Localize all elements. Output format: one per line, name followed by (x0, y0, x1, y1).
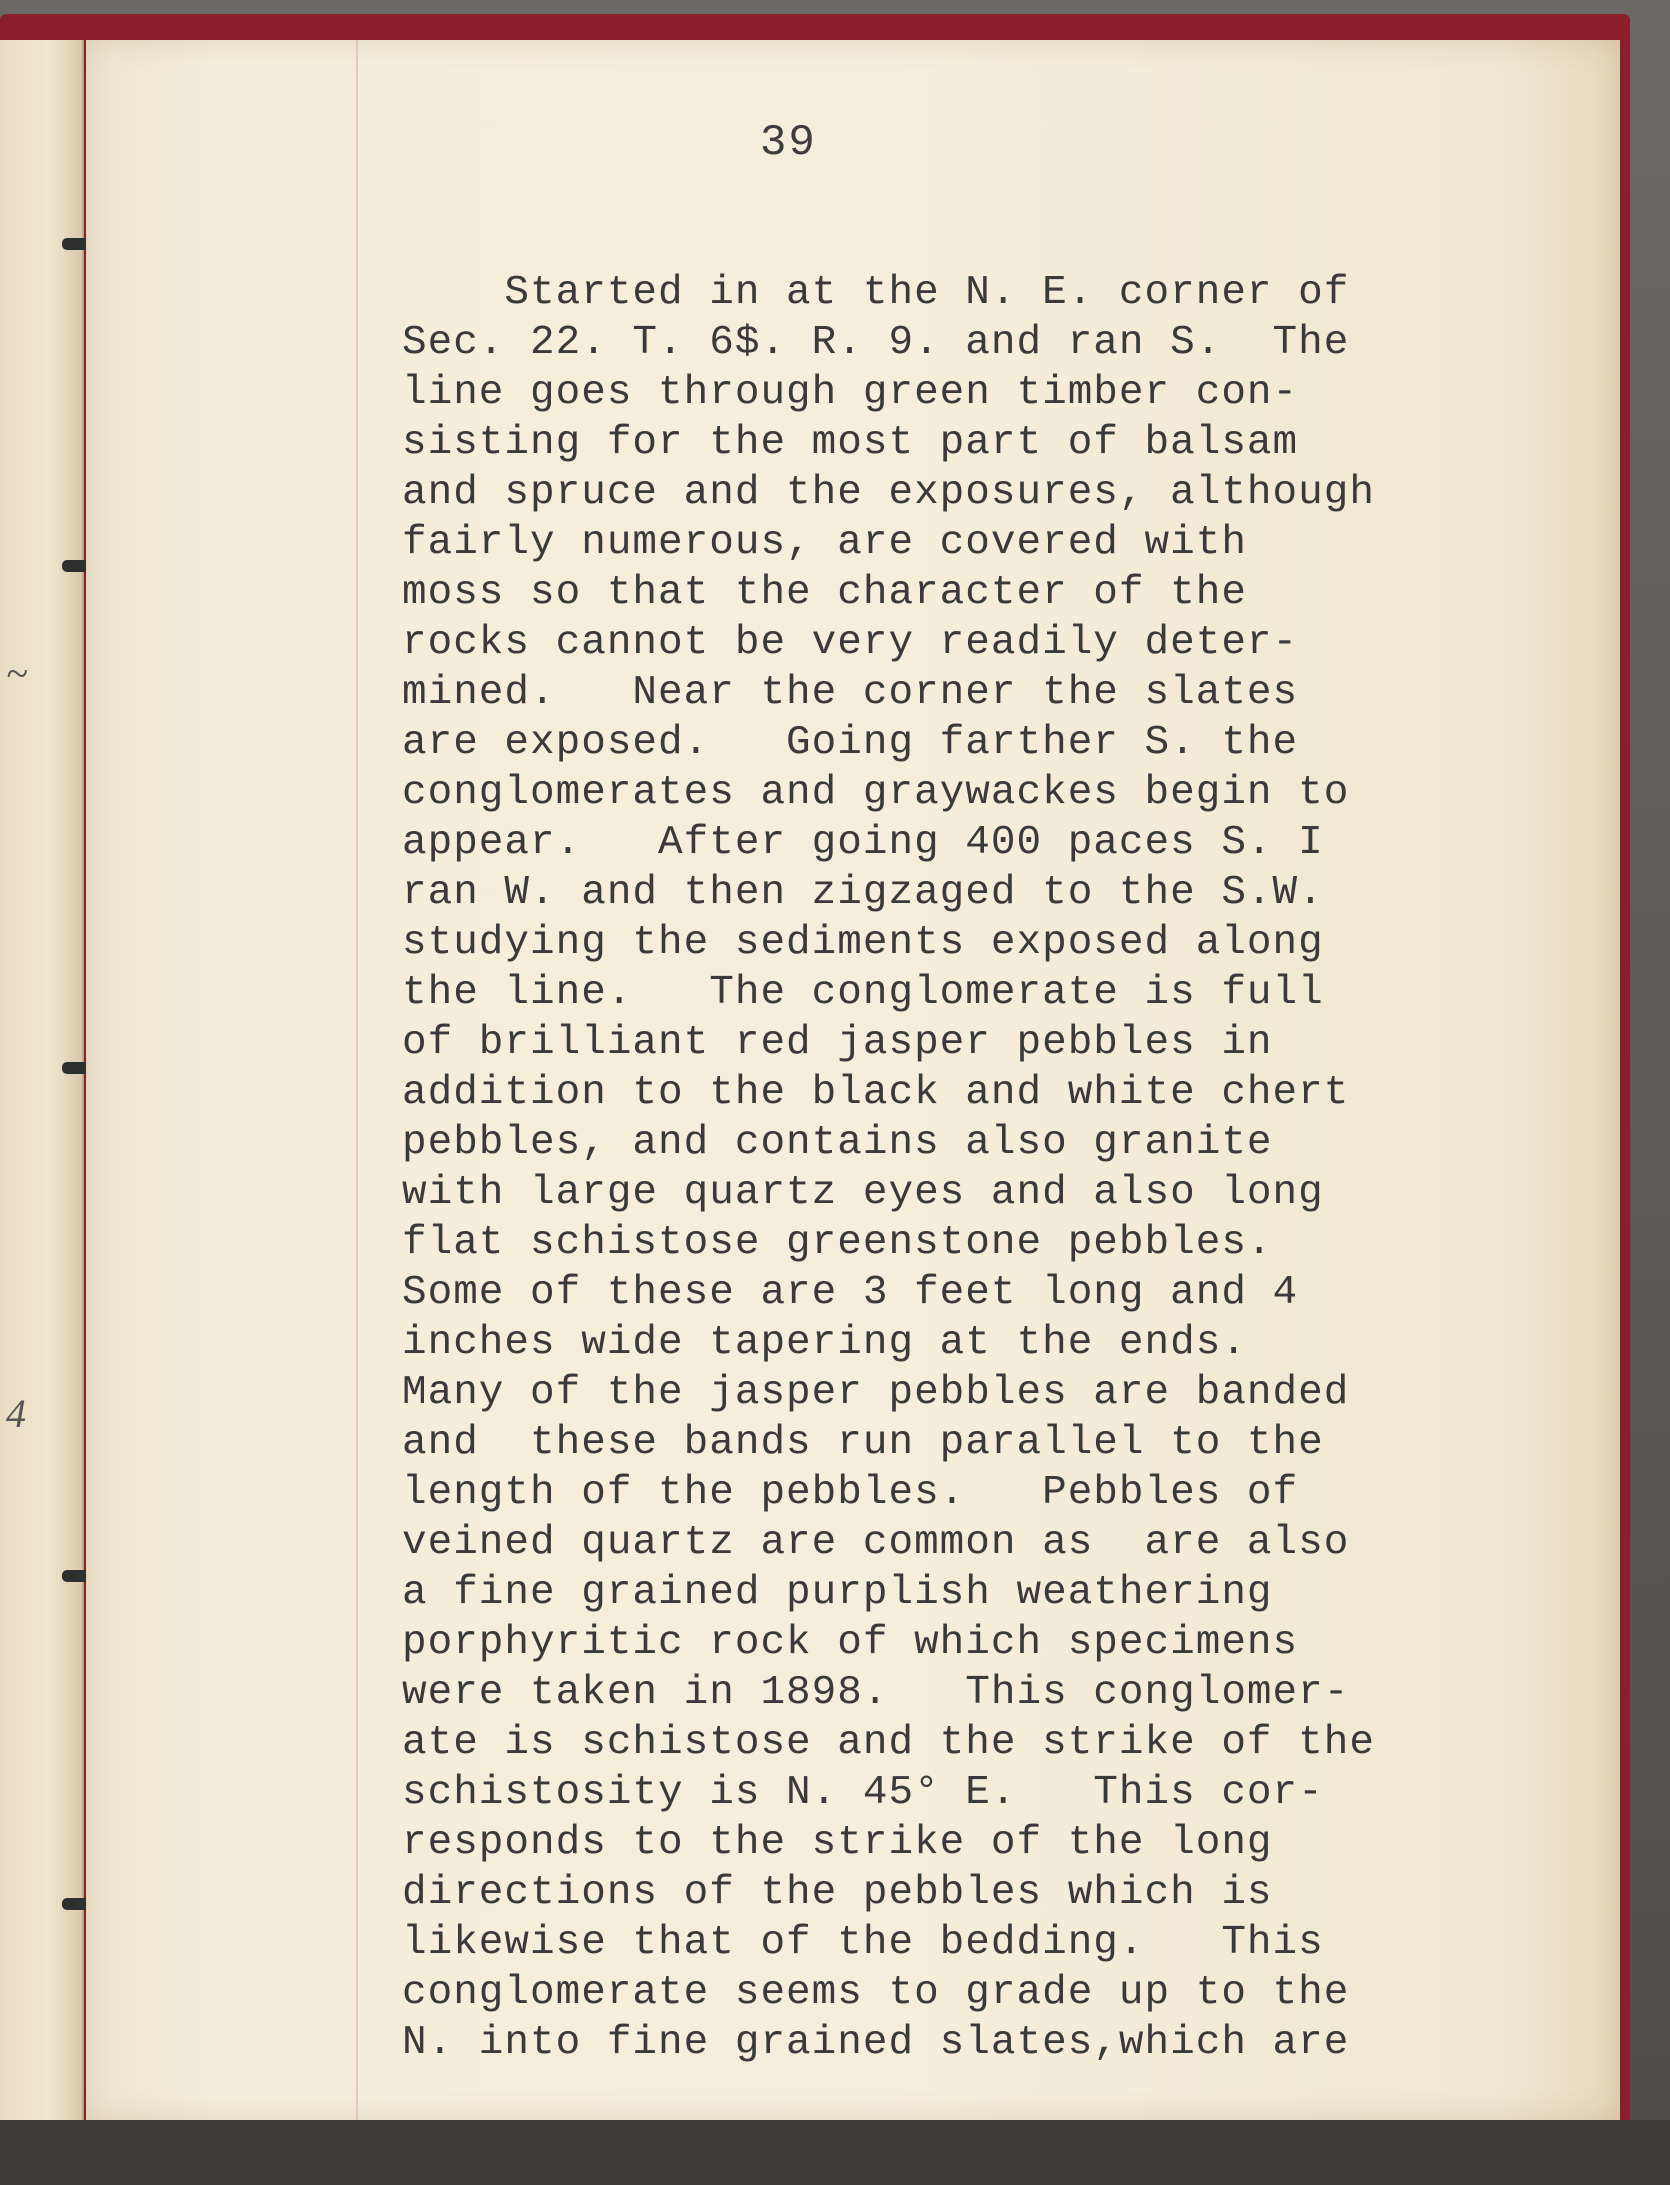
text-line: length of the pebbles. Pebbles of (402, 1470, 1299, 1516)
page-number: 39 (760, 118, 817, 168)
text-line: sisting for the most part of balsam (402, 420, 1299, 466)
text-line: appear. After going 400 paces S. I (402, 820, 1324, 866)
text-line: porphyritic rock of which specimens (402, 1620, 1299, 1666)
bottom-background (0, 2120, 1670, 2185)
text-line: inches wide tapering at the ends. (402, 1320, 1247, 1366)
left-page-edge (0, 40, 84, 2120)
text-line: N. into fine grained slates,which are (402, 2020, 1350, 2066)
text-line: a fine grained purplish weathering (402, 1570, 1273, 1616)
text-line: and these bands run parallel to the (402, 1420, 1324, 1466)
margin-rule (356, 40, 358, 2120)
text-line: Many of the jasper pebbles are banded (402, 1370, 1350, 1416)
text-line: pebbles, and contains also granite (402, 1120, 1273, 1166)
text-line: flat schistose greenstone pebbles. (402, 1220, 1273, 1266)
text-line: conglomerates and graywackes begin to (402, 770, 1350, 816)
text-line: ate is schistose and the strike of the (402, 1720, 1375, 1766)
text-line: mined. Near the corner the slates (402, 670, 1299, 716)
text-line: are exposed. Going farther S. the (402, 720, 1299, 766)
text-line: schistosity is N. 45° E. This cor- (402, 1770, 1324, 1816)
text-line: directions of the pebbles which is (402, 1870, 1273, 1916)
text-line: rocks cannot be very readily deter- (402, 620, 1299, 666)
text-line: veined quartz are common as are also (402, 1520, 1350, 1566)
text-line: were taken in 1898. This conglomer- (402, 1670, 1350, 1716)
text-line: studying the sediments exposed along (402, 920, 1324, 966)
text-line: fairly numerous, are covered with (402, 520, 1247, 566)
text-line: addition to the black and white chert (402, 1070, 1350, 1116)
text-line: line goes through green timber con- (402, 370, 1299, 416)
text-line: Sec. 22. T. 6$. R. 9. and ran S. The (402, 320, 1350, 366)
text-line: likewise that of the bedding. This (402, 1920, 1324, 1966)
left-margin-mark: ~ (6, 651, 28, 696)
text-line: and spruce and the exposures, although (402, 470, 1375, 516)
text-line: moss so that the character of the (402, 570, 1247, 616)
left-margin-mark: 4 (6, 1391, 26, 1436)
text-line: of brilliant red jasper pebbles in (402, 1020, 1273, 1066)
text-line: with large quartz eyes and also long (402, 1170, 1324, 1216)
text-line: Some of these are 3 feet long and 4 (402, 1270, 1299, 1316)
text-line: responds to the strike of the long (402, 1820, 1273, 1866)
text-line: the line. The conglomerate is full (402, 970, 1324, 1016)
text-line: ran W. and then zigzaged to the S.W. (402, 870, 1324, 916)
text-line: conglomerate seems to grade up to the (402, 1970, 1350, 2016)
text-line: Started in at the N. E. corner of (402, 270, 1350, 316)
